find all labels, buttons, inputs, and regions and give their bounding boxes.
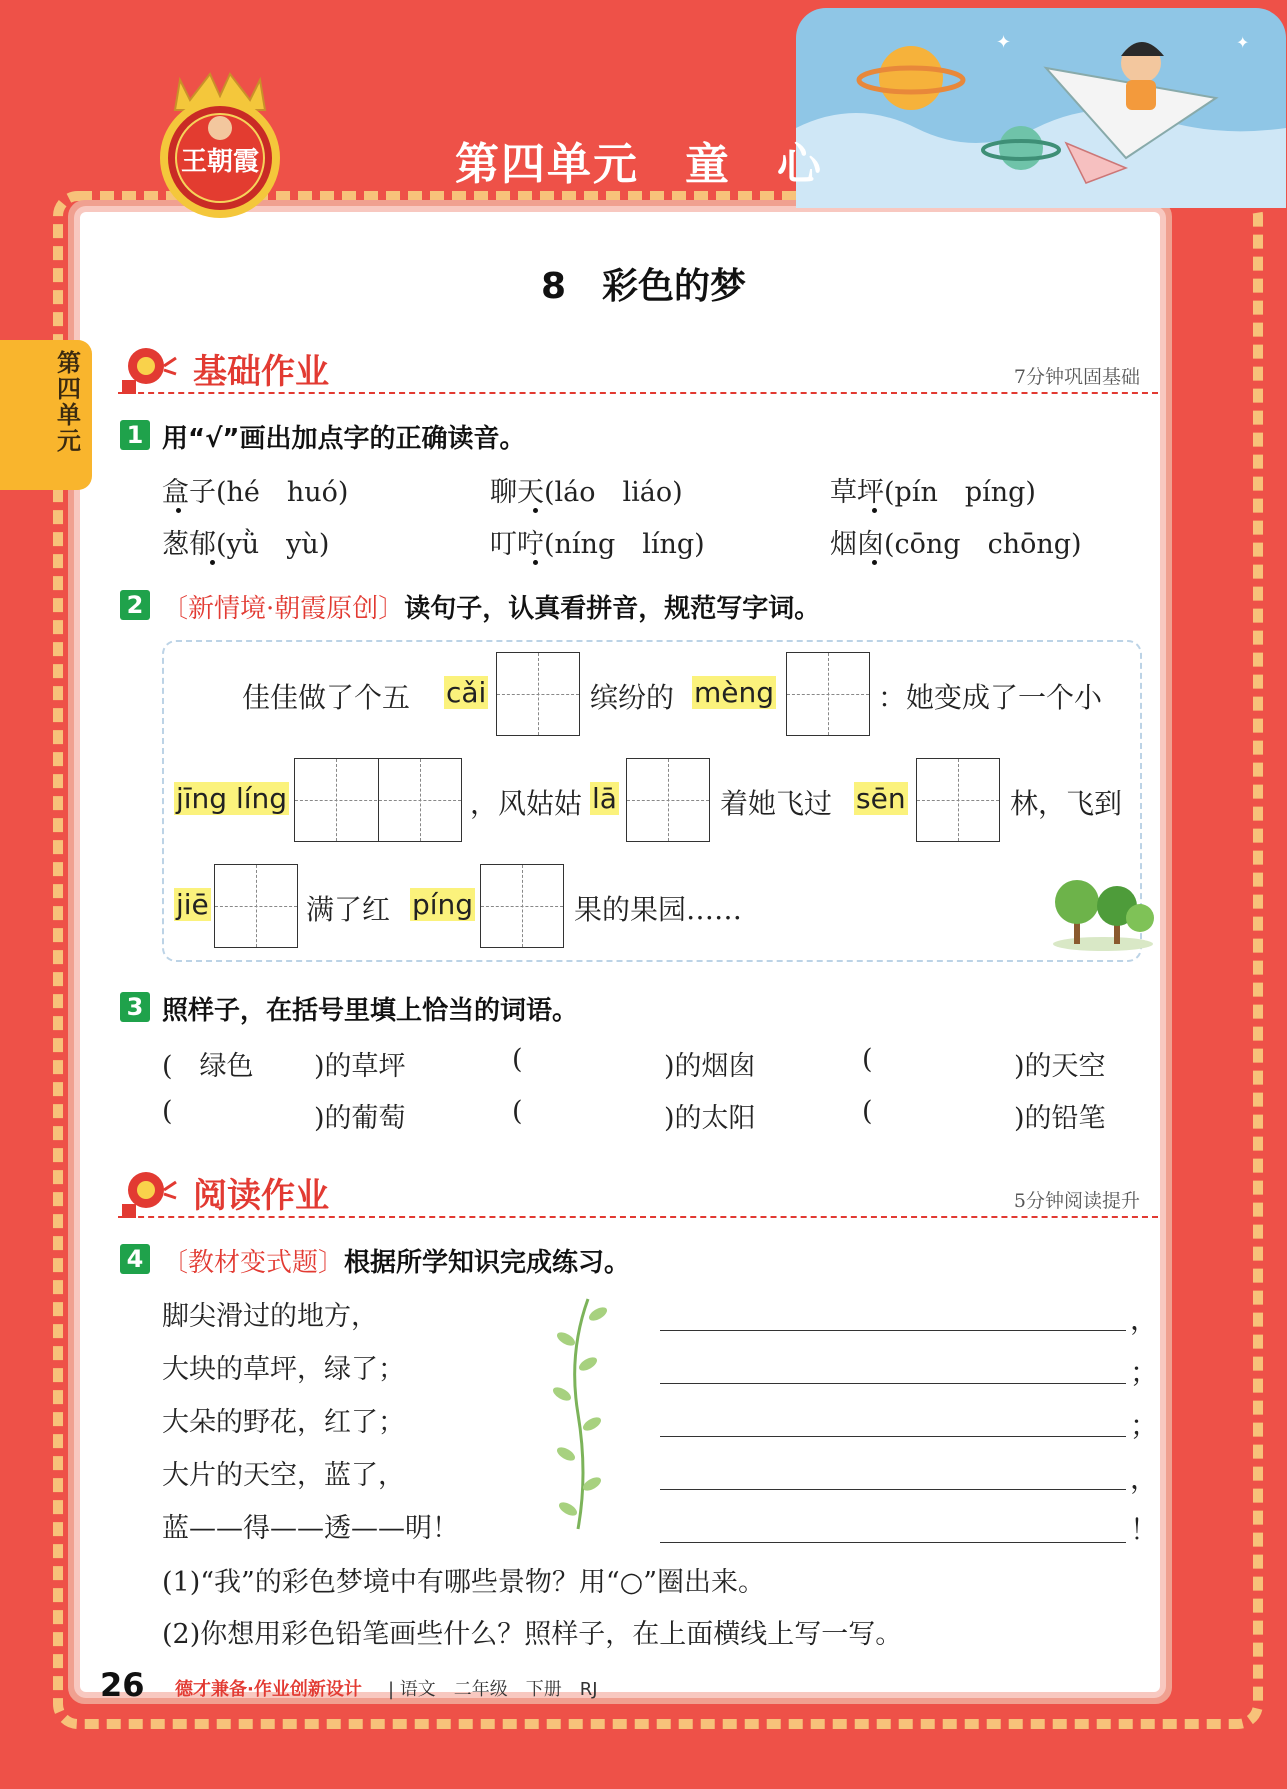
text-fragment: 佳佳做了个五 [242, 681, 411, 714]
fill-blank-item[interactable]: ( [862, 1096, 873, 1127]
tianzige-box[interactable] [626, 758, 710, 842]
question-number: 2 [120, 590, 150, 620]
svg-text:✦: ✦ [1236, 33, 1250, 52]
question-prompt: 用“√”画出加点字的正确读音。 [162, 424, 526, 454]
fill-blank-suffix: )的烟囱 [664, 1051, 756, 1082]
svg-text:王朝霞: 王朝霞 [180, 147, 260, 177]
line-end-punct: ； [1130, 1409, 1159, 1442]
emphasis-dot [176, 508, 181, 513]
q1-item: 葱郁(yǜ yù) [162, 529, 330, 560]
question-number: 1 [120, 420, 150, 450]
side-tab-label: 第四单元 [57, 349, 81, 455]
emphasis-dot [210, 560, 215, 565]
text-fragment: ：她变成了一个小 [878, 681, 1103, 714]
vine-illustration [548, 1294, 618, 1534]
section-subtitle: 5分钟阅读提升 [1013, 1190, 1140, 1212]
pinyin-prompt: jiē [176, 888, 209, 921]
tianzige-box[interactable] [480, 864, 564, 948]
pinyin-prompt: jīng líng [176, 782, 288, 815]
planet-icon [879, 46, 943, 110]
section-subtitle: 7分钟巩固基础 [1013, 366, 1140, 388]
text-fragment: 林，飞到 [1010, 787, 1123, 820]
line-end-punct: ！ [1130, 1513, 1159, 1546]
fill-blank-item[interactable]: ( [512, 1044, 523, 1075]
emphasis-dot [872, 508, 877, 513]
tianzige-box[interactable] [916, 758, 1000, 842]
section-divider [118, 392, 1158, 394]
sub-question: (1)“我”的彩色梦境中有哪些景物？用“○”圈出来。 [162, 1567, 766, 1598]
fill-blank-item[interactable]: ( 绿色 [162, 1051, 254, 1082]
sub-question: (2)你想用彩色铅笔画些什么？照样子，在上面横线上写一写。 [162, 1619, 903, 1650]
section-label: 阅读作业 [193, 1176, 329, 1216]
answer-line[interactable] [660, 1383, 1126, 1384]
tianzige-box[interactable] [294, 758, 462, 842]
q1-item: 盒子(hé huó) [162, 477, 349, 508]
footer-brand: 德才兼备·作业创新设计 [175, 1679, 362, 1700]
fill-blank-item[interactable]: ( [162, 1096, 173, 1127]
fill-blank-suffix: )的天空 [1014, 1051, 1106, 1082]
question-number: 4 [120, 1244, 150, 1274]
answer-line[interactable] [660, 1436, 1126, 1437]
section-basic-header [118, 340, 1158, 398]
fill-blank-item[interactable]: ( [512, 1096, 523, 1127]
text-fragment: 果的果园…… [574, 893, 743, 926]
tianzige-box[interactable] [214, 864, 298, 948]
text-fragment: 缤纷的 [590, 681, 675, 714]
tianzige-box[interactable] [496, 652, 580, 736]
text-fragment: 着她飞过 [720, 787, 833, 820]
q1-item: 烟囱(cōng chōng) [830, 529, 1082, 560]
svg-text:✦: ✦ [996, 32, 1012, 53]
poem-line: 脚尖滑过的地方， [162, 1301, 378, 1332]
answer-line[interactable] [660, 1542, 1126, 1543]
pinyin-prompt: lā [592, 782, 617, 815]
poem-line: 大块的草坪，绿了； [162, 1354, 405, 1385]
fill-blank-suffix: )的铅笔 [1014, 1103, 1106, 1134]
brand-logo [150, 70, 290, 220]
unit-title: 第四单元 童 心 [455, 139, 823, 190]
tianzige-box[interactable] [786, 652, 870, 736]
poem-line: 大片的天空，蓝了， [162, 1460, 405, 1491]
pinyin-prompt: cǎi [446, 676, 487, 709]
poem-line: 大朵的野花，红了； [162, 1407, 405, 1438]
q1-item: 聊天(láo liáo) [490, 477, 683, 508]
footer-grade: | 语文 二年级 下册 RJ [388, 1679, 598, 1700]
bell-icon [118, 1168, 178, 1220]
question-prompt: 〔教材变式题〕根据所学知识完成练习。 [162, 1248, 631, 1278]
pinyin-prompt: sēn [856, 782, 906, 815]
section-reading-header [118, 1164, 1158, 1222]
emphasis-dot [533, 508, 538, 513]
q1-item: 草坪(pín píng) [830, 477, 1036, 508]
planet-icon [999, 126, 1043, 170]
question-prompt: 〔新情境·朝霞原创〕读句子，认真看拼音，规范写字词。 [162, 594, 821, 624]
text-fragment: 满了红 [306, 893, 391, 926]
fill-blank-item[interactable]: ( [862, 1044, 873, 1075]
answer-line[interactable] [660, 1489, 1126, 1490]
fill-blank-suffix: )的太阳 [664, 1103, 756, 1134]
lesson-title: 8 彩色的梦 [540, 266, 747, 307]
section-divider [118, 1216, 1158, 1218]
answer-line[interactable] [660, 1330, 1126, 1331]
poem-line: 蓝——得——透——明！ [162, 1513, 459, 1544]
line-end-punct: ； [1130, 1356, 1159, 1389]
pinyin-prompt: píng [412, 888, 474, 921]
line-end-punct: ， [1130, 1462, 1159, 1495]
pinyin-prompt: mèng [694, 676, 775, 709]
fill-blank-suffix: )的草坪 [314, 1051, 406, 1082]
section-label: 基础作业 [193, 352, 329, 392]
bell-icon [118, 344, 178, 396]
q1-item: 叮咛(níng líng) [490, 529, 705, 560]
page-number: 26 [100, 1666, 145, 1704]
fill-blank-suffix: )的葡萄 [314, 1103, 406, 1134]
text-fragment: ，风姑姑 [470, 787, 583, 820]
emphasis-dot [533, 560, 538, 565]
question-prompt: 照样子，在括号里填上恰当的词语。 [162, 996, 579, 1026]
trees-illustration [1048, 872, 1158, 952]
question-number: 3 [120, 992, 150, 1022]
emphasis-dot [872, 560, 877, 565]
banner-illustration [796, 8, 1286, 208]
line-end-punct: ， [1130, 1303, 1159, 1336]
